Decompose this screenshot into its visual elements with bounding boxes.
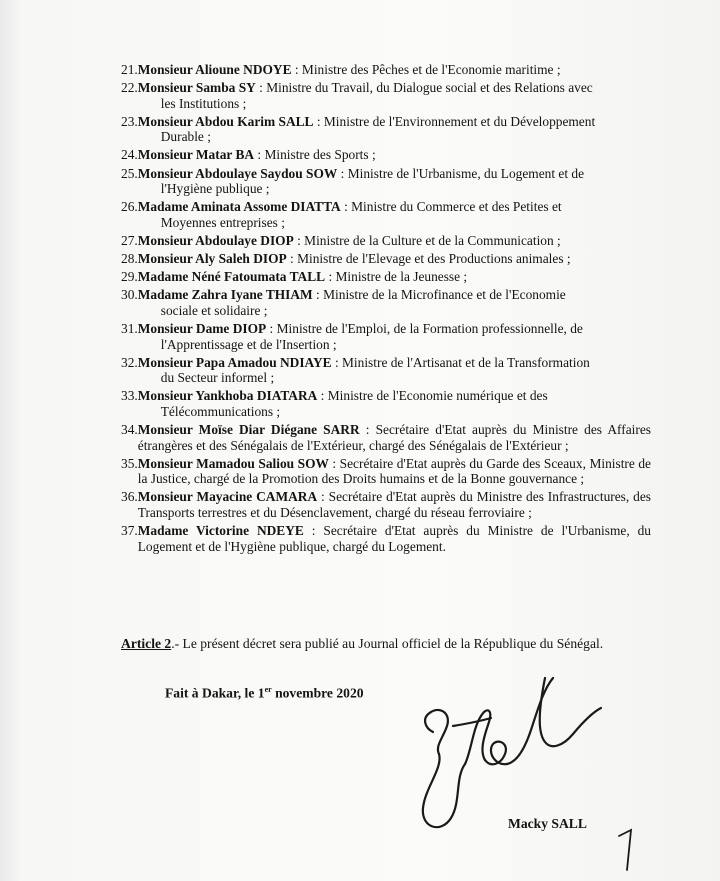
official-role-continued: l'Hygiène publique ; xyxy=(160,181,270,197)
item-number: 35. xyxy=(121,455,138,471)
list-item xyxy=(121,388,651,419)
official-role: : Ministre de l'Elevage et des Productions animales ; xyxy=(286,251,571,267)
item-body xyxy=(138,233,651,249)
list-item xyxy=(121,166,651,197)
list-item xyxy=(121,233,651,249)
item-body xyxy=(138,355,651,386)
place-date-main: Fait à Dakar, le 1 xyxy=(165,685,265,701)
list-item xyxy=(121,321,651,352)
official-role: : Ministre des Pêches et de l'Economie maritime ; xyxy=(291,62,561,77)
item-body xyxy=(138,523,651,554)
item-body xyxy=(138,456,651,487)
official-role: : Ministre de l'Artisanat et de la Transformation xyxy=(331,354,590,370)
official-role-continued: Durable ; xyxy=(160,129,211,145)
item-number: 25. xyxy=(121,165,138,181)
item-number: 32. xyxy=(121,354,138,370)
list-item xyxy=(121,355,651,386)
official-name: Monsieur Aly Saleh DIOP xyxy=(137,251,287,267)
item-number: 29. xyxy=(121,269,138,285)
official-role: : Secrétaire d'Etat auprès du Ministre des Infrastructures, des Transports terrestres et du Désenclavement, chargé du réseau ferroviaire ; xyxy=(137,489,651,520)
appointment-list xyxy=(121,62,651,557)
article-2 xyxy=(121,636,603,652)
official-role: : Ministre de la Microfinance et de l'Economie xyxy=(312,287,566,303)
item-body xyxy=(138,166,651,197)
item-body xyxy=(138,269,651,285)
official-role: : Ministre de la Jeunesse ; xyxy=(325,269,468,285)
official-role-continued: Moyennes entreprises ; xyxy=(160,214,285,230)
item-body xyxy=(138,287,651,318)
official-name: Madame Victorine NDEYE xyxy=(137,523,304,539)
official-role-continued: sociale et solidaire ; xyxy=(160,302,268,318)
official-name: Monsieur Samba SY xyxy=(137,80,256,96)
official-name: Monsieur Matar BA xyxy=(137,147,255,163)
official-role-continued: du Secteur informel ; xyxy=(160,370,275,386)
item-body xyxy=(138,62,651,78)
item-number: 33. xyxy=(121,388,138,404)
item-body xyxy=(138,147,651,163)
official-name: Monsieur Abdoulaye DIOP xyxy=(137,232,294,248)
article-text: .- Le présent décret sera publié au Journal officiel de la République du Sénégal. xyxy=(171,636,604,651)
official-name: Monsieur Abdou Karim SALL xyxy=(137,113,314,129)
item-number: 30. xyxy=(121,287,138,303)
item-body xyxy=(138,388,651,419)
signature-image xyxy=(395,668,610,838)
official-name: Monsieur Moïse Diar Diégane SARR xyxy=(137,421,360,437)
list-item xyxy=(121,114,651,145)
official-name: Monsieur Yankhoba DIATARA xyxy=(137,388,318,404)
list-item xyxy=(121,147,651,163)
item-number: 21. xyxy=(121,62,138,77)
list-item xyxy=(121,422,651,453)
item-number: 23. xyxy=(121,113,138,129)
item-body xyxy=(138,199,651,230)
list-item xyxy=(121,489,651,520)
place-date-ordinal: er xyxy=(264,685,272,694)
list-item xyxy=(121,80,651,111)
item-number: 28. xyxy=(121,251,138,267)
official-role-continued: Télécommunications ; xyxy=(160,403,281,419)
official-name: Monsieur Mamadou Saliou SOW xyxy=(137,455,329,471)
item-body xyxy=(138,321,651,352)
list-item xyxy=(121,523,651,554)
official-name: Madame Zahra Iyane THIAM xyxy=(137,287,313,303)
item-number: 31. xyxy=(121,320,138,336)
official-role: : Ministre de la Culture et de la Communication ; xyxy=(293,232,561,248)
official-role-continued: l'Apprentissage et de l'Insertion ; xyxy=(160,336,337,352)
list-item xyxy=(121,251,651,267)
official-name: Monsieur Dame DIOP xyxy=(137,320,267,336)
official-name: Monsieur Abdoulaye Saydou SOW xyxy=(137,165,338,181)
official-name: Monsieur Papa Amadou NDIAYE xyxy=(137,354,332,370)
item-number: 26. xyxy=(121,199,138,215)
official-name: Madame Néné Fatoumata TALL xyxy=(137,269,326,285)
item-number: 36. xyxy=(121,489,138,505)
item-number: 24. xyxy=(121,147,138,163)
item-body xyxy=(138,80,651,111)
article-label: Article 2 xyxy=(121,636,172,651)
list-item xyxy=(121,456,651,487)
official-role: : Secrétaire d'Etat auprès du Ministre des Affaires étrangères et des Sénégalais de l'Extérieur, chargé des Sénégalais de l'Extérieur ; xyxy=(137,421,651,453)
official-role-continued: les Institutions ; xyxy=(160,95,247,111)
list-item xyxy=(121,269,651,285)
item-body xyxy=(138,114,651,145)
official-role: : Ministre du Travail, du Dialogue social et des Relations avec xyxy=(255,80,593,96)
item-number: 37. xyxy=(121,523,138,539)
official-name: Monsieur Mayacine CAMARA xyxy=(137,489,318,505)
official-name: Madame Aminata Assome DIATTA xyxy=(137,199,341,215)
item-number: 27. xyxy=(121,232,138,248)
official-role: : Ministre de l'Environnement et du Développement xyxy=(313,113,596,129)
official-role: : Ministre de l'Urbanisme, du Logement et de xyxy=(337,165,585,181)
official-role: : Ministre de l'Emploi, de la Formation professionnelle, de xyxy=(266,320,583,336)
item-number: 22. xyxy=(121,80,138,96)
signer-name: Macky SALL xyxy=(508,816,587,831)
official-role: : Secrétaire d'Etat auprès du Garde des Sceaux, Ministre de la Justice, chargé de la Promotion des Droits humains et de la Bonne gouvernance ; xyxy=(137,455,651,487)
official-role: : Ministre des Sports ; xyxy=(254,147,376,163)
item-body xyxy=(138,251,651,267)
official-name: Monsieur Alioune NDOYE xyxy=(137,62,292,77)
official-role: : Ministre du Commerce et des Petites et xyxy=(340,199,562,215)
official-role: : Ministre de l'Economie numérique et des xyxy=(317,388,548,404)
list-item xyxy=(121,62,651,78)
item-body xyxy=(138,489,651,520)
place-date xyxy=(165,685,364,702)
place-date-rest: novembre 2020 xyxy=(271,685,364,701)
official-role: : Secrétaire d'Etat auprès du Ministre de l'Urbanisme, du Logement et de l'Hygiène publique, chargé du Logement. xyxy=(137,523,651,554)
pen-mark-icon xyxy=(615,822,637,872)
list-item xyxy=(121,199,651,230)
list-item xyxy=(121,287,651,318)
item-body xyxy=(138,422,651,453)
item-number: 34. xyxy=(121,421,138,437)
